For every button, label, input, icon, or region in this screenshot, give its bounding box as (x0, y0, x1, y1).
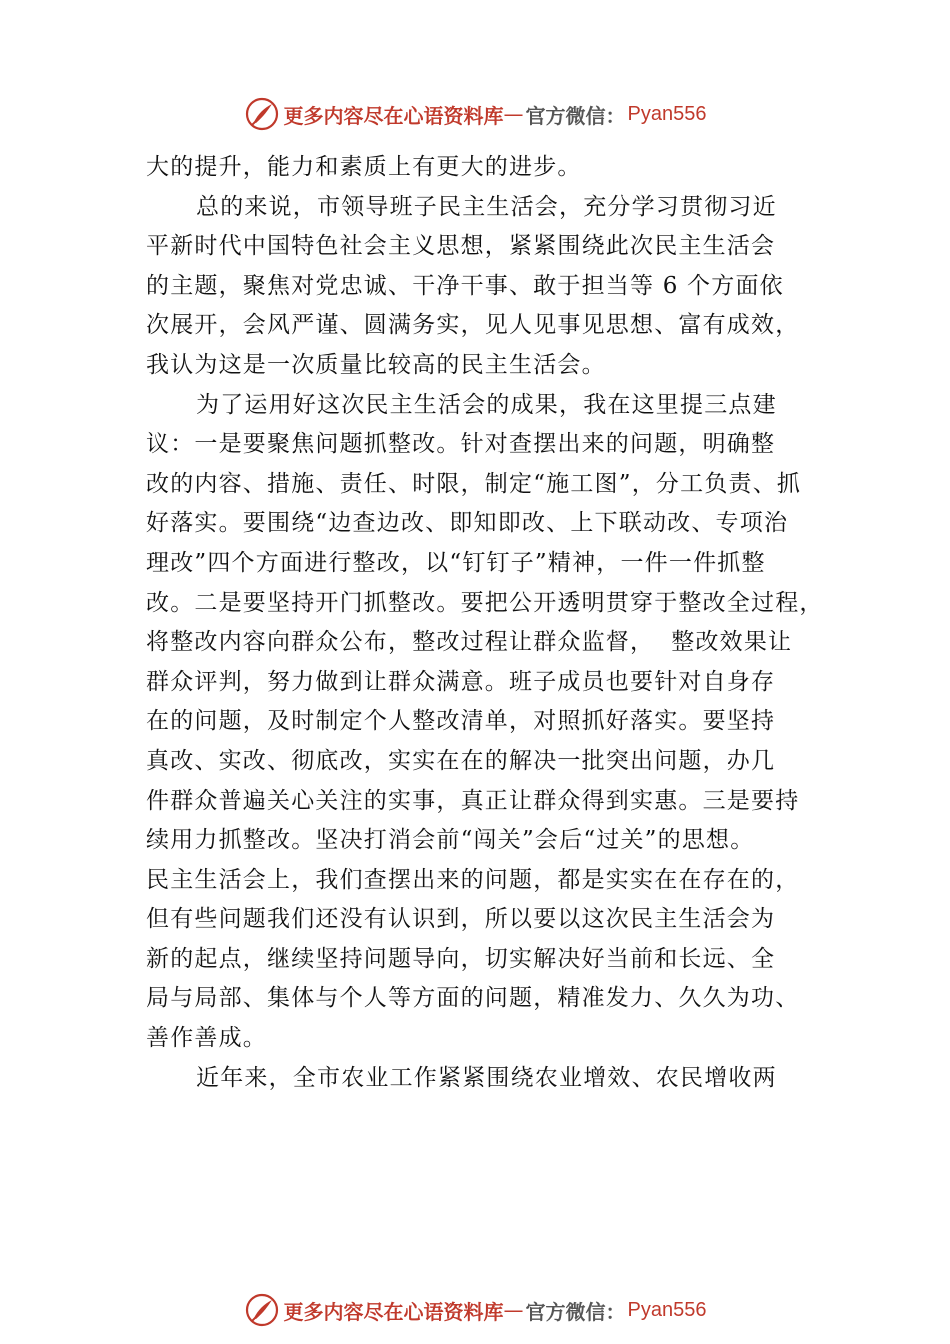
text-line: 理改”四个方面进行整改，以“钉钉子”精神，一件一件抓整 (146, 549, 766, 576)
text-line: 新的起点，继续坚持问题导向，切实解决好当前和长远、全 (146, 945, 776, 972)
watermark-label: 官方微信： (525, 1299, 626, 1324)
watermark-title: 更多内容尽在心语资料库 (283, 103, 504, 128)
watermark-separator: — (503, 1298, 524, 1322)
text-line: 件群众普遍关心关注的实事，真正让群众得到实惠。三是要持 (146, 787, 800, 814)
footer-watermark (0, 1290, 950, 1330)
watermark-separator: — (503, 102, 524, 126)
text-line: 局与局部、集体与个人等方面的问题，精准发力、久久为功、 (146, 985, 800, 1012)
text-line: 群众评判，努力做到让群众满意。班子成员也要针对自身存 (146, 668, 776, 695)
text-line: 近年来，全市农业工作紧紧围绕农业增效、农民增收两 (196, 1064, 777, 1091)
text-line: 民主生活会上，我们查摆出来的问题，都是实实在在存在的， (146, 866, 800, 893)
document-body (146, 148, 826, 1098)
header-watermark (0, 94, 950, 134)
text-line: 但有些问题我们还没有认识到，所以要以这次民主生活会为 (146, 906, 776, 933)
watermark-handle: Pyan556 (627, 102, 707, 125)
text-line: 总的来说，市领导班子民主生活会，充分学习贯彻习近 (196, 193, 777, 220)
quill-logo-icon (244, 96, 280, 132)
text-line: 的主题，聚焦对党忠诚、干净干事、敢于担当等 6 个方面依 (146, 272, 784, 299)
watermark-label: 官方微信： (525, 103, 626, 128)
quill-logo-icon (244, 1292, 280, 1328)
watermark-handle: Pyan556 (627, 1298, 707, 1321)
watermark-title: 更多内容尽在心语资料库 (283, 1299, 504, 1324)
text-line: 次展开，会风严谨、圆满务实，见人见事见思想、富有成效， (146, 312, 800, 339)
text-line: 在的问题，及时制定个人整改清单，对照抓好落实。要坚持 (146, 708, 776, 735)
text-line: 续用力抓整改。坚决打消会前“闯关”会后“过关”的思想。 (146, 827, 755, 854)
text-line: 大的提升，能力和素质上有更大的进步。 (146, 154, 582, 180)
text-line: 平新时代中国特色社会主义思想，紧紧围绕此次民主生活会 (146, 233, 776, 260)
text-line: 好落实。要围绕“边查边改、即知即改、上下联动改、专项治 (146, 510, 789, 537)
text-line: 将整改内容向群众公布，整改过程让群众监督， 整改效果让 (146, 629, 793, 656)
text-line: 改的内容、措施、责任、时限，制定“施工图”，分工负责、抓 (146, 470, 802, 497)
text-line: 改。二是要坚持开门抓整改。要把公开透明贯穿于整改全过程， (146, 589, 824, 616)
text-line: 真改、实改、彻底改，实实在在的解决一批突出问题，办几 (146, 747, 776, 774)
text-line: 议：一是要聚焦问题抓整改。针对查摆出来的问题，明确整 (146, 431, 776, 458)
text-line: 善作善成。 (146, 1025, 267, 1052)
text-line: 我认为这是一次质量比较高的民主生活会。 (146, 351, 606, 378)
text-line: 为了运用好这次民主生活会的成果，我在这里提三点建 (196, 391, 777, 418)
